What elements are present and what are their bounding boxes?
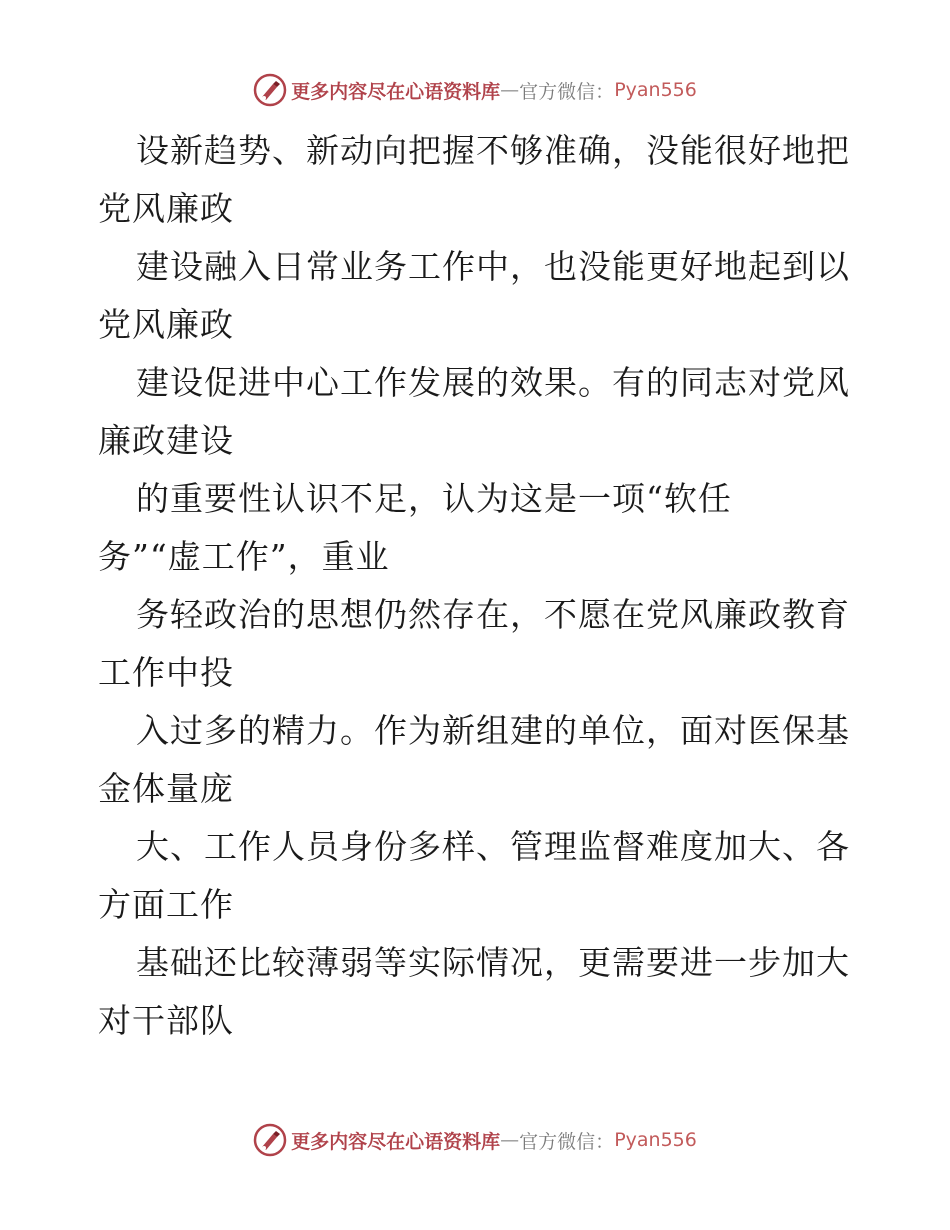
body-line: 党风廉政 [98,189,234,228]
watermark-dash: — [500,79,520,101]
document-body [98,122,858,1050]
pen-logo-icon [253,73,287,107]
body-line: 工作中投 [98,653,234,692]
body-line: 的重要性认识不足，认为这是一项“软任 [136,479,732,518]
body-line: 方面工作 [98,885,234,924]
body-line: 党风廉政 [98,305,234,344]
watermark-wechat-id: Pyan556 [614,79,697,101]
body-line: 大、工作人员身份多样、管理监督难度加大、各 [136,827,850,866]
body-line: 建设促进中心工作发展的效果。有的同志对党风 [136,363,850,402]
body-line: 金体量庞 [98,769,234,808]
watermark-wechat-id: Pyan556 [614,1129,697,1151]
watermark-sub-text: 官方微信： [519,1130,615,1153]
body-line: 务”“虚工作”，重业 [98,537,390,576]
watermark-main-text: 更多内容尽在心语资料库 [291,1130,501,1153]
body-line: 廉政建设 [98,421,234,460]
body-line: 建设融入日常业务工作中，也没能更好地起到以 [136,247,850,286]
body-line: 对干部队 [98,1001,234,1040]
pen-logo-icon [253,1123,287,1157]
body-line: 入过多的精力。作为新组建的单位，面对医保基 [136,711,850,750]
watermark-main-text: 更多内容尽在心语资料库 [291,80,501,103]
body-line: 务轻政治的思想仍然存在，不愿在党风廉政教育 [136,595,850,634]
footer-watermark [0,1120,950,1160]
watermark-dash: — [500,1129,520,1151]
body-line: 设新趋势、新动向把握不够准确，没能很好地把 [136,131,850,170]
header-watermark [0,70,950,110]
watermark-sub-text: 官方微信： [519,80,615,103]
body-line: 基础还比较薄弱等实际情况，更需要进一步加大 [136,943,850,982]
